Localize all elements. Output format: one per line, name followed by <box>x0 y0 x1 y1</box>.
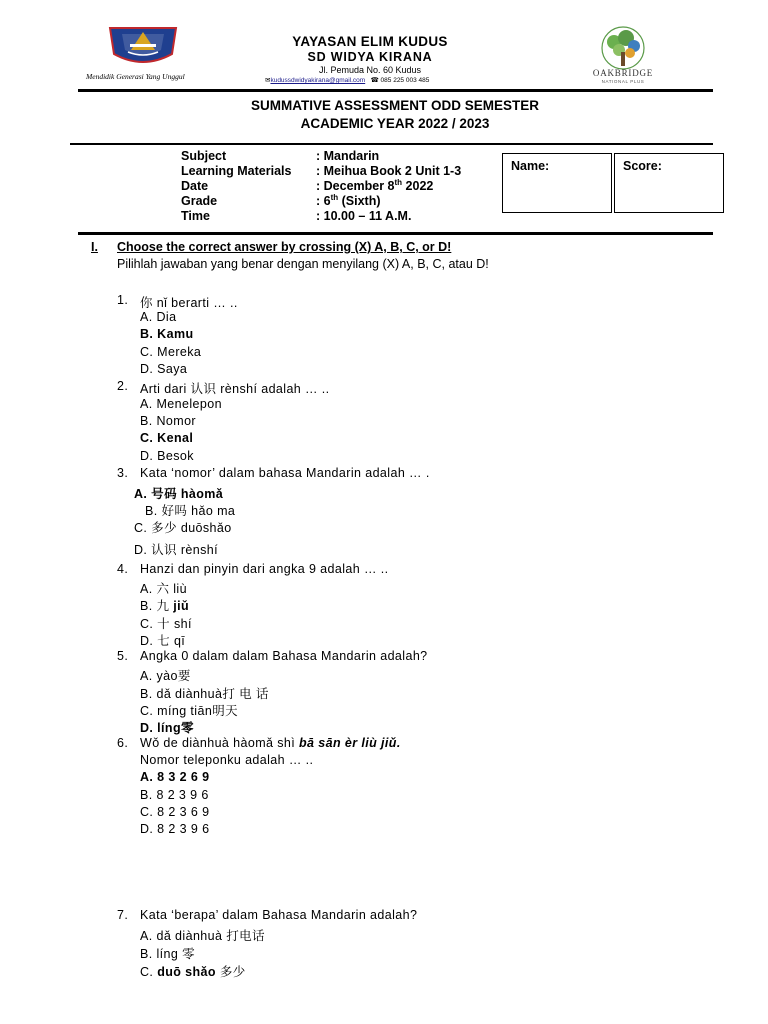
option-d[interactable]: D. líng零 <box>140 721 194 735</box>
option-d[interactable]: D. 8 2 3 9 6 <box>140 822 210 836</box>
option-b[interactable]: B. Nomor <box>140 414 196 428</box>
question-number: 2. <box>117 379 129 393</box>
school-phone: 085 225 003 485 <box>380 77 430 84</box>
question-text: Kata ‘berapa’ dalam Bahasa Mandarin adalah? <box>140 908 418 922</box>
school-name: SD WIDYA KIRANA <box>307 50 433 64</box>
option-b[interactable]: B. dǎ diànhuà打 电 话 <box>140 687 269 701</box>
header-divider <box>78 89 713 92</box>
section-title: Choose the correct answer by crossing (X) A, B, C, or D! <box>117 240 452 254</box>
question-text: Kata ‘nomor’ dalam bahasa Mandarin adalah … . <box>140 466 430 480</box>
partner-subtitle: NATIONAL PLUS <box>601 79 645 84</box>
section-number: I. <box>91 240 98 254</box>
school-tagline: Mendidik Generasi Yang Unggul <box>86 72 185 81</box>
school-contact <box>265 76 429 84</box>
materials-label: Learning Materials <box>181 164 292 178</box>
option-c[interactable]: C. 十 shí <box>140 617 192 631</box>
date-label: Date <box>181 179 209 193</box>
option-c[interactable]: C. 8 2 3 6 9 <box>140 805 210 819</box>
option-c[interactable]: C. Kenal <box>140 431 194 445</box>
email-icon: ✉ <box>265 77 271 84</box>
phone-icon: ☎ <box>370 77 379 84</box>
option-a[interactable]: A. 8 3 2 6 9 <box>140 770 210 784</box>
question-number: 7. <box>117 908 129 922</box>
option-d[interactable]: D. Saya <box>140 362 188 376</box>
score-box[interactable] <box>614 153 724 213</box>
question-text-translation: Nomor teleponku adalah … .. <box>140 753 314 767</box>
question-text: Arti dari 认识 rènshí adalah … .. <box>140 382 330 396</box>
materials-value: : Meihua Book 2 Unit 1-3 <box>316 164 462 178</box>
option-c[interactable]: C. 多少 duōshǎo <box>134 521 232 535</box>
school-logo <box>108 24 178 68</box>
time-label: Time <box>181 209 210 223</box>
question-number: 4. <box>117 562 129 576</box>
question-text: Wǒ de diànhuà hàomǎ shì bā sān èr liù jiǔ. <box>140 736 401 750</box>
option-c[interactable]: C. míng tiān明天 <box>140 704 238 718</box>
question-number: 6. <box>117 736 129 750</box>
option-c[interactable]: C. duō shǎo 多少 <box>140 965 246 979</box>
title-divider <box>70 143 713 145</box>
option-a[interactable]: A. 六 liù <box>140 582 187 596</box>
question-text: Angka 0 dalam dalam Bahasa Mandarin adalah? <box>140 649 428 663</box>
option-d[interactable]: D. Besok <box>140 449 194 463</box>
question-number: 5. <box>117 649 129 663</box>
option-a[interactable]: A. yào要 <box>140 669 191 683</box>
section-subtitle: Pilihlah jawaban yang benar dengan menyilang (X) A, B, C, atau D! <box>117 257 489 271</box>
score-label: Score: <box>623 159 662 173</box>
grade-label: Grade <box>181 194 218 208</box>
question-text: 你 nǐ berarti … .. <box>140 296 238 310</box>
name-label: Name: <box>511 159 550 173</box>
subject-label: Subject <box>181 149 227 163</box>
assessment-title: SUMMATIVE ASSESSMENT ODD SEMESTER <box>250 98 540 113</box>
partner-tree-logo <box>594 26 652 74</box>
info-divider <box>78 232 713 235</box>
option-c[interactable]: C. Mereka <box>140 345 202 359</box>
option-a[interactable]: A. 号码 hàomǎ <box>134 487 224 501</box>
question-number: 1. <box>117 293 129 307</box>
date-value: : December 8th 2022 <box>316 177 434 193</box>
organization-name: YAYASAN ELIM KUDUS <box>292 34 448 49</box>
option-a[interactable]: A. Menelepon <box>140 397 222 411</box>
option-d[interactable]: D. 七 qī <box>140 634 186 648</box>
school-address: Jl. Pemuda No. 60 Kudus <box>318 65 422 75</box>
name-box[interactable] <box>502 153 612 213</box>
grade-value: : 6th (Sixth) <box>316 192 381 208</box>
time-value: : 10.00 – 11 A.M. <box>316 209 412 223</box>
subject-value: : Mandarin <box>316 149 380 163</box>
option-b[interactable]: B. líng 零 <box>140 947 196 961</box>
question-number: 3. <box>117 466 129 480</box>
option-b[interactable]: B. 九 jiǔ <box>140 599 190 613</box>
option-a[interactable]: A. Dia <box>140 310 177 324</box>
option-b[interactable]: B. 8 2 3 9 6 <box>140 788 209 802</box>
academic-year: ACADEMIC YEAR 2022 / 2023 <box>300 116 490 131</box>
partner-name: OAKBRIDGE <box>592 68 654 78</box>
option-d[interactable]: D. 认识 rènshí <box>134 543 218 557</box>
school-email[interactable]: kudussdwidyakirana@gmail.com <box>270 77 366 84</box>
option-a[interactable]: A. dǎ diànhuà 打电话 <box>140 929 265 943</box>
question-text: Hanzi dan pinyin dari angka 9 adalah … .. <box>140 562 389 576</box>
option-b[interactable]: B. Kamu <box>140 327 194 341</box>
option-b[interactable]: B. 好吗 hǎo ma <box>145 504 236 518</box>
